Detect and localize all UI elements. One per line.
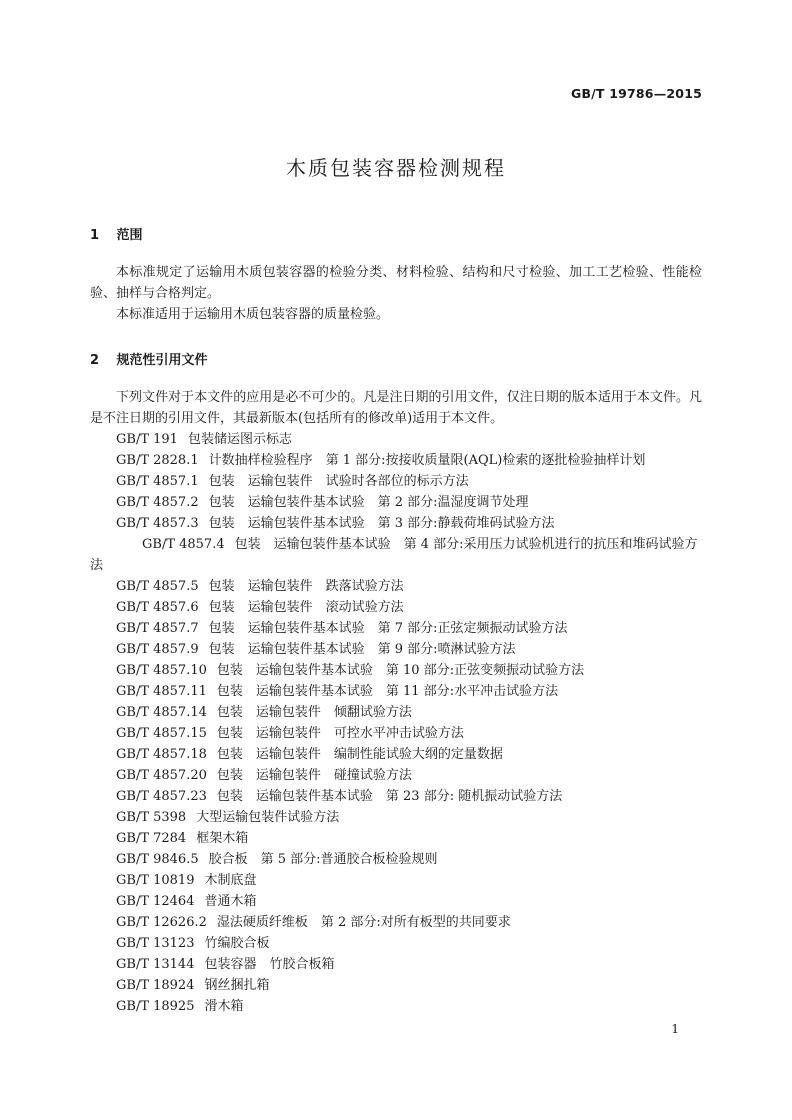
reference-title: 包装 运输包装件基本试验 第 11 部分:水平冲击试验方法 — [216, 684, 559, 699]
section-2-heading — [90, 349, 208, 368]
reference-title: 包装 运输包装件基本试验 第 7 部分:正弦定频振动试验方法 — [208, 621, 568, 636]
reference-item — [90, 534, 710, 576]
reference-code: GB/T 12626.2 — [116, 915, 207, 930]
reference-title: 钢丝捆扎箱 — [204, 978, 270, 993]
reference-title: 竹编胶合板 — [204, 936, 270, 951]
reference-code: GB/T 191 — [116, 432, 178, 447]
reference-title: 包装 运输包装件基本试验 第 4 部分:采用压力试验机进行的抗压和堆码试验方法 — [90, 537, 698, 573]
reference-code: GB/T 2828.1 — [116, 453, 199, 468]
reference-title: 湿法硬质纤维板 第 2 部分:对所有板型的共同要求 — [216, 915, 511, 930]
reference-code: GB/T 4857.1 — [116, 474, 199, 489]
document-title: 木质包装容器检测规程 — [286, 156, 506, 180]
reference-code: GB/T 7284 — [116, 831, 187, 846]
reference-item — [90, 681, 710, 702]
reference-code: GB/T 4857.14 — [116, 705, 207, 720]
reference-title: 滑木箱 — [204, 999, 244, 1014]
reference-title: 胶合板 第 5 部分:普通胶合板检验规则 — [208, 852, 438, 867]
reference-item — [90, 660, 710, 681]
reference-code: GB/T 9846.5 — [116, 852, 199, 867]
reference-title: 包装 运输包装件 碰撞试验方法 — [216, 768, 412, 783]
reference-code: GB/T 4857.18 — [116, 747, 207, 762]
reference-item — [90, 975, 710, 996]
reference-title: 包装 运输包装件 试验时各部位的标示方法 — [208, 474, 469, 489]
reference-title: 计数抽样检验程序 第 1 部分:按接收质量限(AQL)检索的逐批检验抽样计划 — [208, 453, 646, 468]
section-1-heading — [90, 224, 143, 243]
reference-title: 包装 运输包装件基本试验 第 9 部分:喷淋试验方法 — [208, 642, 516, 657]
reference-item — [90, 828, 710, 849]
reference-title: 包装 运输包装件基本试验 第 10 部分:正弦变频振动试验方法 — [216, 663, 585, 678]
reference-item — [90, 702, 710, 723]
reference-code: GB/T 5398 — [116, 810, 187, 825]
reference-code: GB/T 10819 — [116, 873, 195, 888]
page-number: 1 — [671, 1022, 679, 1036]
scope-paragraph-2: 本标准适用于运输用木质包装容器的质量检验。 — [116, 307, 390, 322]
reference-code: GB/T 18924 — [116, 978, 195, 993]
section-1-title: 范围 — [116, 228, 143, 243]
reference-item — [90, 723, 710, 744]
reference-code: GB/T 4857.6 — [116, 600, 199, 615]
reference-item — [90, 513, 710, 534]
reference-code: GB/T 4857.10 — [116, 663, 207, 678]
reference-item — [90, 576, 710, 597]
reference-code: GB/T 4857.20 — [116, 768, 207, 783]
reference-item — [90, 471, 710, 492]
reference-title: 包装 运输包装件 编制性能试验大纲的定量数据 — [216, 747, 503, 762]
reference-title: 框架木箱 — [196, 831, 249, 846]
reference-item — [90, 450, 710, 471]
reference-code: GB/T 4857.15 — [116, 726, 207, 741]
reference-item — [90, 618, 710, 639]
reference-code: GB/T 4857.23 — [116, 789, 207, 804]
reference-code: GB/T 12464 — [116, 894, 195, 909]
reference-title: 包装容器 竹胶合板箱 — [204, 957, 335, 972]
reference-code: GB/T 13144 — [116, 957, 195, 972]
reference-item — [90, 870, 710, 891]
reference-code: GB/T 4857.9 — [116, 642, 199, 657]
standard-code: GB/T 19786—2015 — [570, 86, 702, 101]
section-2-number: 2 — [90, 353, 100, 368]
reference-item — [90, 954, 710, 975]
reference-title: 包装储运图示标志 — [187, 432, 292, 447]
reference-title: 包装 运输包装件 滚动试验方法 — [208, 600, 404, 615]
reference-code: GB/T 4857.3 — [116, 516, 199, 531]
reference-item — [90, 807, 710, 828]
reference-item — [90, 597, 710, 618]
reference-item — [90, 912, 710, 933]
reference-list — [90, 429, 710, 1017]
reference-title: 包装 运输包装件 跌落试验方法 — [208, 579, 404, 594]
reference-code: GB/T 4857.2 — [116, 495, 199, 510]
section-2-title: 规范性引用文件 — [116, 353, 208, 368]
reference-item — [90, 765, 710, 786]
reference-title: 普通木箱 — [204, 894, 257, 909]
section-1-number: 1 — [90, 228, 100, 243]
reference-item — [90, 429, 710, 450]
reference-code: GB/T 4857.7 — [116, 621, 199, 636]
reference-item — [90, 996, 710, 1017]
reference-item — [90, 891, 710, 912]
reference-item — [90, 744, 710, 765]
reference-title: 包装 运输包装件基本试验 第 3 部分:静载荷堆码试验方法 — [208, 516, 555, 531]
references-intro: 下列文件对于本文件的应用是必不可少的。凡是注日期的引用文件，仅注日期的版本适用于本文件。凡是不注日期的引用文件，其最新版本(包括所有的修改单)适用于本文件。 — [90, 390, 702, 426]
reference-item — [90, 849, 710, 870]
reference-code: GB/T 4857.5 — [116, 579, 199, 594]
scope-paragraph-1: 本标准规定了运输用木质包装容器的检验分类、材料检验、结构和尺寸检验、加工工艺检验、性能检验、抽样与合格判定。 — [90, 265, 702, 301]
reference-code: GB/T 4857.11 — [116, 684, 207, 699]
reference-title: 包装 运输包装件 可控水平冲击试验方法 — [216, 726, 464, 741]
reference-title: 包装 运输包装件 倾翻试验方法 — [216, 705, 412, 720]
reference-code: GB/T 13123 — [116, 936, 195, 951]
reference-item — [90, 492, 710, 513]
reference-title: 木制底盘 — [204, 873, 257, 888]
reference-title: 包装 运输包装件基本试验 第 2 部分:温湿度调节处理 — [208, 495, 529, 510]
reference-item — [90, 786, 710, 807]
reference-title: 大型运输包装件试验方法 — [196, 810, 340, 825]
reference-code: GB/T 4857.4 — [142, 537, 225, 552]
reference-item — [90, 933, 710, 954]
reference-title: 包装 运输包装件基本试验 第 23 部分: 随机振动试验方法 — [216, 789, 563, 804]
reference-code: GB/T 18925 — [116, 999, 195, 1014]
reference-item — [90, 639, 710, 660]
